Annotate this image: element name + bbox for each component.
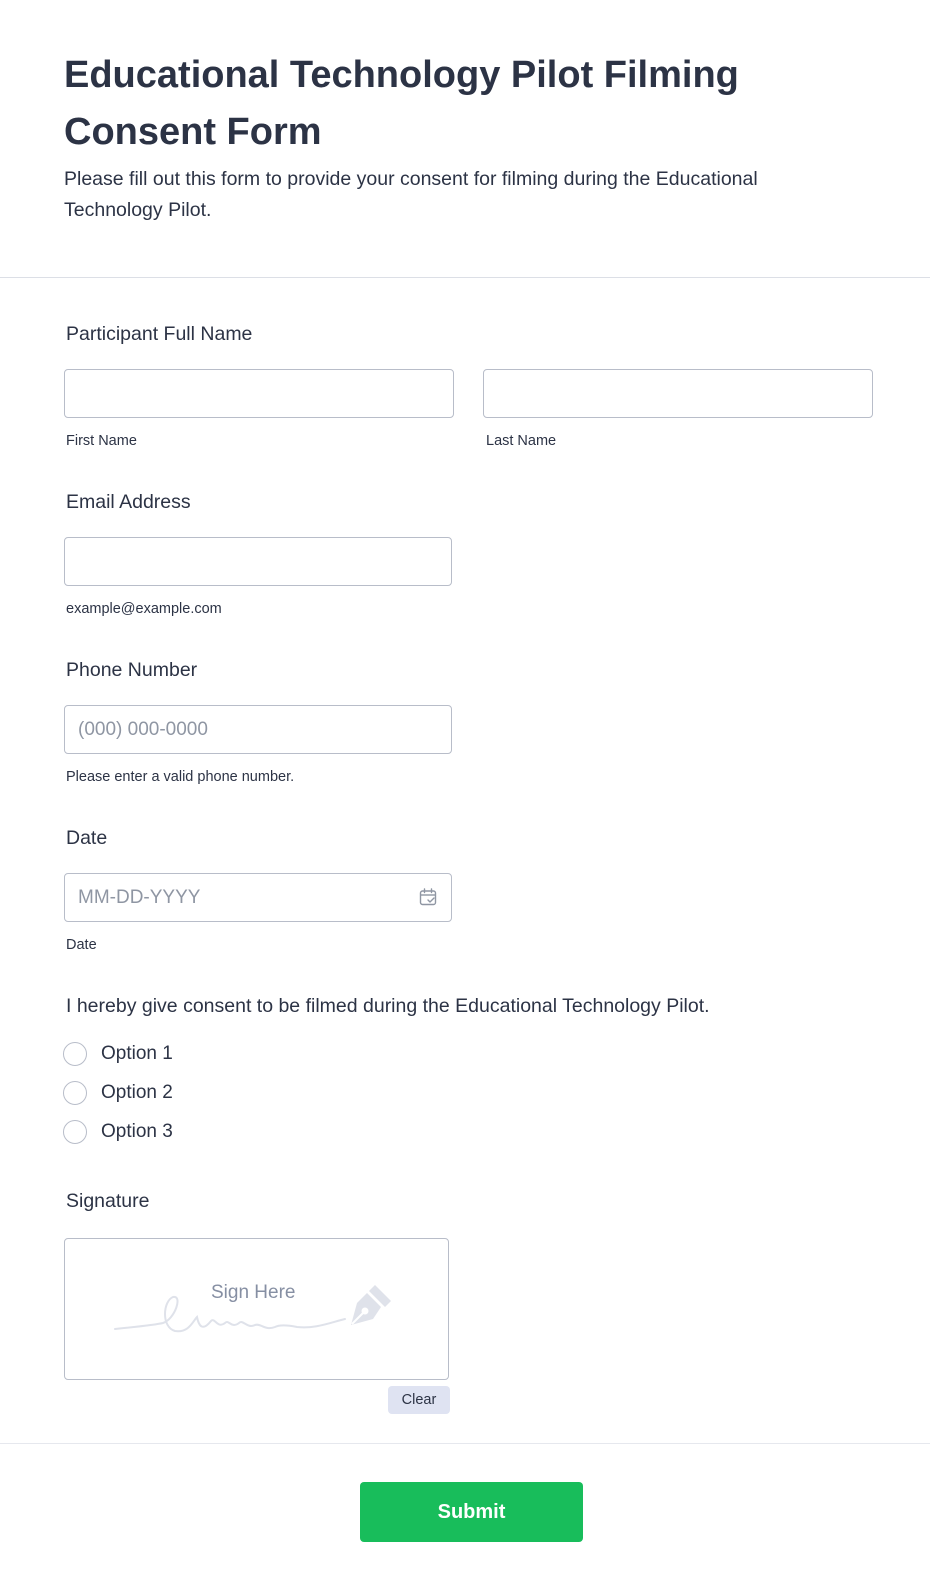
clear-signature-button[interactable]: Clear bbox=[388, 1386, 450, 1414]
email-label: Email Address bbox=[66, 491, 191, 513]
date-input[interactable] bbox=[64, 873, 452, 922]
consent-label: I hereby give consent to be filmed during the Educational Technology Pilot. bbox=[66, 995, 710, 1017]
radio-button[interactable] bbox=[63, 1120, 87, 1144]
full-name-label: Participant Full Name bbox=[66, 323, 253, 345]
calendar-icon[interactable] bbox=[419, 888, 437, 906]
form-header bbox=[0, 0, 930, 278]
option-label: Option 2 bbox=[101, 1082, 173, 1103]
sign-here-text: Sign Here bbox=[211, 1282, 296, 1303]
last-name-sublabel: Last Name bbox=[486, 433, 557, 449]
last-name-input[interactable] bbox=[483, 369, 873, 418]
date-label: Date bbox=[66, 827, 108, 849]
phone-input[interactable] bbox=[64, 705, 452, 754]
signature-label: Signature bbox=[66, 1190, 150, 1212]
email-input[interactable] bbox=[64, 537, 452, 586]
date-sublabel: Date bbox=[66, 937, 97, 953]
email-sublabel: example@example.com bbox=[66, 601, 222, 617]
form-subtitle: Please fill out this form to provide your consent for filming during the Educational Technology Pilot. bbox=[64, 168, 758, 221]
first-name-input[interactable] bbox=[64, 369, 454, 418]
form-title: Educational Technology Pilot Filming Consent Form bbox=[64, 54, 739, 153]
footer-divider bbox=[0, 1443, 930, 1444]
option-label: Option 3 bbox=[101, 1121, 173, 1142]
submit-button[interactable]: Submit bbox=[360, 1482, 583, 1542]
signature-pad[interactable] bbox=[64, 1238, 449, 1380]
option-label: Option 1 bbox=[101, 1043, 173, 1064]
phone-label: Phone Number bbox=[66, 659, 198, 681]
signature-scribble-icon bbox=[65, 1239, 450, 1381]
phone-sublabel: Please enter a valid phone number. bbox=[66, 769, 295, 785]
pen-nib-icon bbox=[347, 1285, 391, 1329]
radio-button[interactable] bbox=[63, 1042, 87, 1066]
first-name-sublabel: First Name bbox=[66, 433, 137, 449]
radio-button[interactable] bbox=[63, 1081, 87, 1105]
